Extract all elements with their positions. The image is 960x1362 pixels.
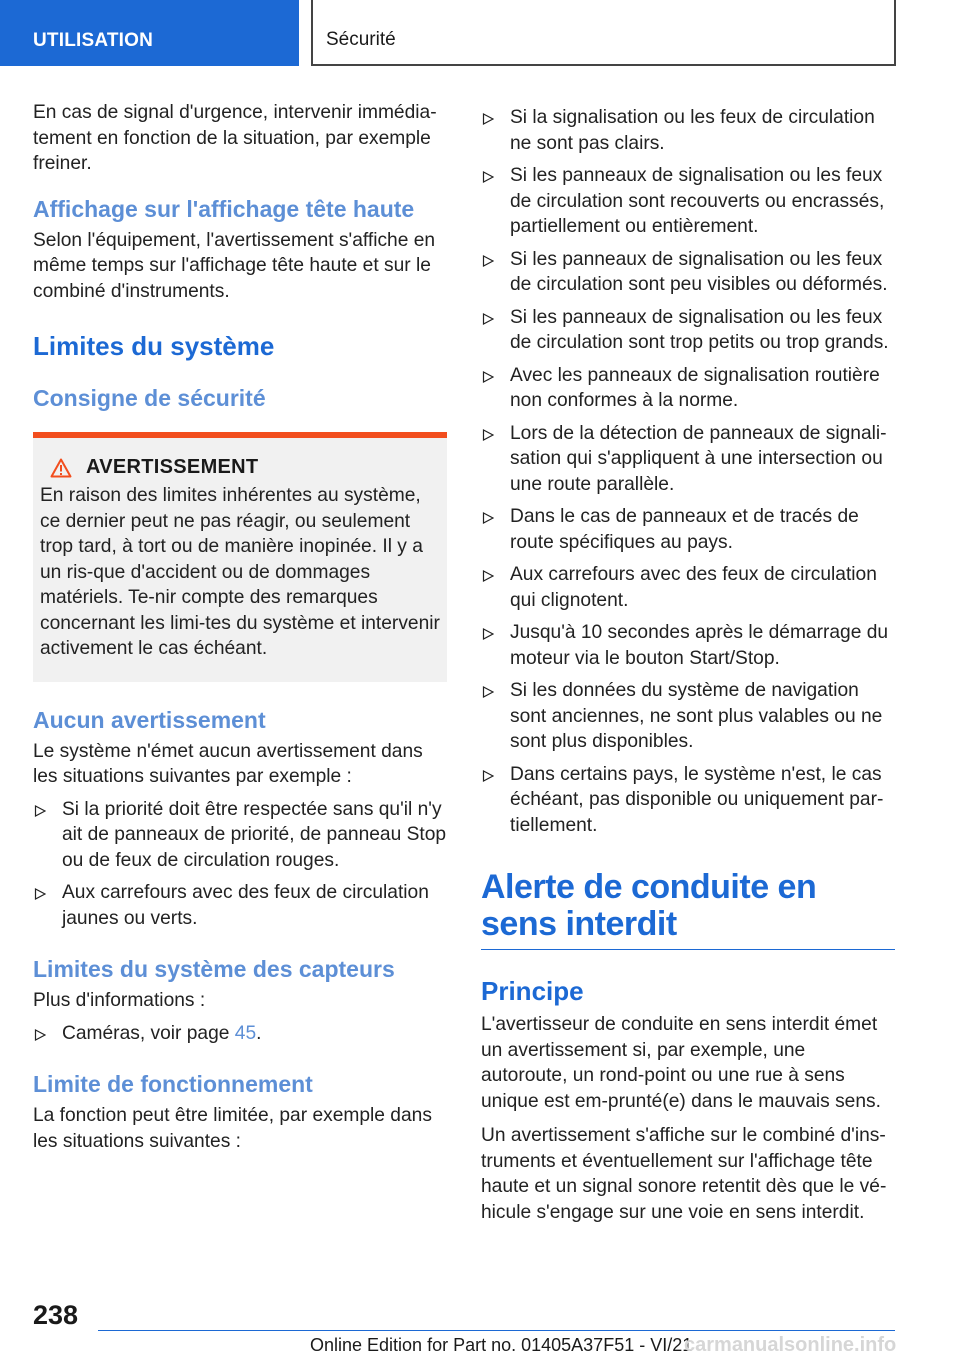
- limits-heading: Limites du système: [33, 331, 275, 361]
- list-item: [33, 880, 447, 931]
- principle-paragraph-2: Un avertissement s'affiche sur le combiné d'ins-truments et éventuellement sur l'affichage tête haute et un signal sonore retentit dès que le vé-hicule s'engage sur une voie en sens interdit.: [481, 1125, 887, 1223]
- triangle-right-bullet-icon: [482, 686, 494, 698]
- triangle-right-bullet-icon: [482, 770, 494, 782]
- hud-paragraph: Selon l'équipement, l'avertissement s'affiche en même temps sur l'affichage tête haute et sur le combiné d'instruments.: [33, 229, 436, 302]
- list-item: [481, 105, 895, 156]
- safety-heading: Consigne de sécurité: [33, 385, 266, 411]
- section-tab: [0, 0, 299, 66]
- list-item: [481, 762, 895, 839]
- triangle-right-bullet-icon: [482, 512, 494, 524]
- list-item-text: Si la signalisation ou les feux de circulation ne sont pas clairs.: [510, 107, 875, 154]
- sensor-list: [33, 1021, 447, 1047]
- list-item: [481, 678, 895, 755]
- no-warning-heading: Aucun avertissement: [33, 706, 266, 733]
- list-item-text: Si les panneaux de signalisation ou les feux de circulation sont trop petits ou trop grands.: [510, 306, 889, 353]
- list-item: [481, 305, 895, 356]
- triangle-right-bullet-icon: [482, 113, 494, 125]
- list-item-text: Si les panneaux de signalisation ou les feux de circulation sont recouverts ou encrassés, partiellement ou entièrement.: [510, 165, 885, 237]
- footer-edition: Online Edition for Part no. 01405A37F51 - VI/21: [310, 1335, 693, 1355]
- heading-rule: [481, 949, 895, 950]
- function-limit-paragraph: La fonction peut être limitée, par exemple dans les situations suivantes :: [33, 1105, 432, 1152]
- warning-box: [33, 432, 447, 682]
- list-item: [481, 562, 895, 613]
- triangle-right-bullet-icon: [34, 888, 46, 900]
- wrong-way-heading: Alerte de conduite en sens interdit: [481, 868, 817, 943]
- triangle-right-bullet-icon: [482, 429, 494, 441]
- list-item: [481, 504, 895, 555]
- list-item-text: Dans le cas de panneaux et de tracés de route spécifiques au pays.: [510, 506, 859, 553]
- section-tab-label: UTILISATION: [33, 30, 154, 51]
- list-item-text: Si la priorité doit être respectée sans qu'il n'y ait de panneaux de priorité, de panneau Stop ou de feux de circulation rouges.: [62, 798, 447, 871]
- section-header: [311, 0, 896, 66]
- sensor-item-suffix: .: [256, 1022, 262, 1044]
- list-item: [33, 797, 447, 874]
- hud-heading: Affichage sur l'affichage tête haute: [33, 195, 415, 222]
- list-item: [33, 1021, 447, 1047]
- limitation-list: [481, 105, 895, 838]
- function-limit-heading: Limite de fonctionnement: [33, 1071, 313, 1097]
- left-column: [33, 100, 447, 1154]
- section-title: Sécurité: [326, 29, 396, 50]
- sensor-paragraph: Plus d'informations :: [33, 990, 206, 1011]
- warning-text: En raison des limites inhérentes au système, ce dernier peut ne pas réagir, ou seulement trop tard, à tort ou de manière inopinée. Il y a un ris-que d'accident ou de dommages matériels. Te-nir compte des remarques concernant les limi-tes du système et intervenir activement le cas échéant.: [40, 485, 440, 659]
- page-reference-link[interactable]: 45: [234, 1022, 257, 1044]
- warning-title-row: [50, 456, 440, 479]
- triangle-right-bullet-icon: [482, 628, 494, 640]
- footer-rule: [98, 1330, 895, 1331]
- list-item: [481, 620, 895, 671]
- list-item: [481, 247, 895, 298]
- list-item-text: Jusqu'à 10 secondes après le démarrage du moteur via le bouton Start/Stop.: [510, 622, 889, 669]
- page-number: 238: [33, 1300, 79, 1330]
- list-item: [481, 421, 895, 498]
- list-item-text: Aux carrefours avec des feux de circulation qui clignotent.: [510, 564, 877, 611]
- list-item-text: Lors de la détection de panneaux de signali-sation qui s'appliquent à une intersection ou une route parallèle.: [510, 422, 887, 495]
- list-item: [481, 163, 895, 240]
- list-item-text: Dans certains pays, le système n'est, le cas échéant, pas disponible ou uniquement par-tiellement.: [510, 763, 884, 836]
- principle-paragraph-1: L'avertisseur de conduite en sens interdit émet un avertissement si, par exemple, une autoroute, un rond-point ou une rue à sens unique est em-prunté(e) dans le mauvais sens.: [481, 1014, 881, 1112]
- principle-heading: Principe: [481, 976, 584, 1006]
- no-warning-list: [33, 797, 447, 932]
- right-column: [481, 105, 895, 1225]
- warning-triangle-icon: [50, 458, 72, 478]
- triangle-right-bullet-icon: [482, 570, 494, 582]
- list-item-text: Si les panneaux de signalisation ou les feux de circulation sont peu visibles ou déformés.: [510, 248, 888, 295]
- list-item: [481, 363, 895, 414]
- triangle-right-bullet-icon: [34, 805, 46, 817]
- triangle-right-bullet-icon: [482, 313, 494, 325]
- triangle-right-bullet-icon: [482, 255, 494, 267]
- triangle-right-bullet-icon: [34, 1029, 46, 1041]
- sensor-heading: Limites du système des capteurs: [33, 956, 395, 982]
- intro-paragraph: En cas de signal d'urgence, intervenir immédia-tement en fonction de la situation, par exemple freiner.: [33, 102, 437, 174]
- warning-title: AVERTISSEMENT: [86, 456, 259, 478]
- no-warning-paragraph: Le système n'émet aucun avertissement dans les situations suivantes par exemple :: [33, 740, 423, 787]
- list-item-text: Aux carrefours avec des feux de circulation jaunes ou verts.: [62, 882, 429, 929]
- list-item-text: Si les données du système de navigation sont anciennes, ne sont plus valables ou ne sont plus disponibles.: [510, 680, 883, 752]
- triangle-right-bullet-icon: [482, 371, 494, 383]
- triangle-right-bullet-icon: [482, 171, 494, 183]
- sensor-item-text: Caméras, voir page: [62, 1022, 230, 1044]
- list-item-text: Avec les panneaux de signalisation routière non conformes à la norme.: [510, 364, 880, 411]
- watermark: carmanualsonline.info: [684, 1334, 897, 1356]
